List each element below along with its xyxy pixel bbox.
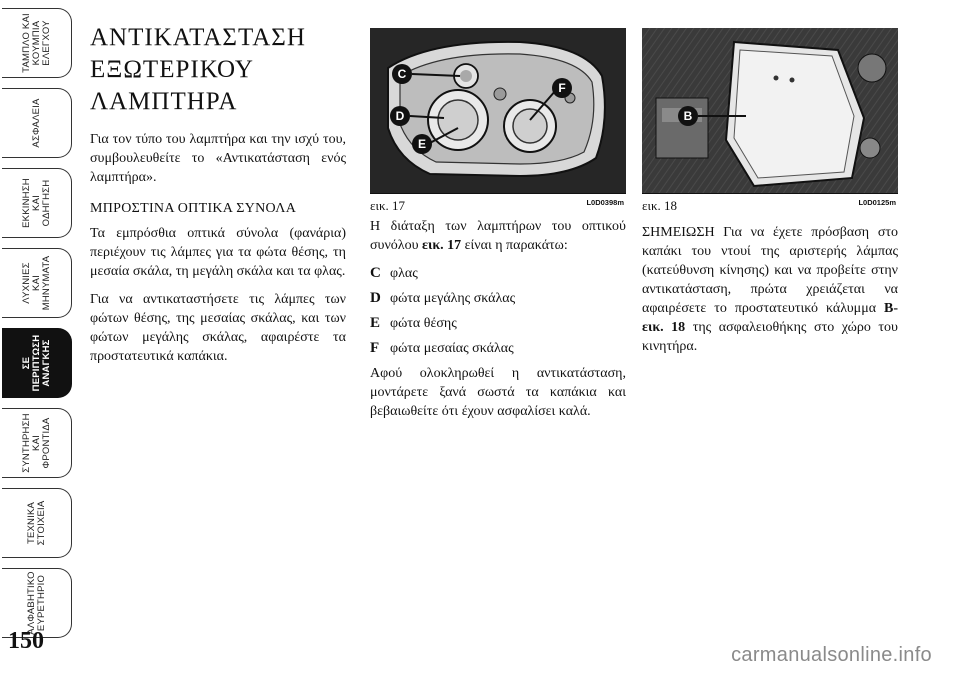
- figure-code: L0D0398m: [586, 198, 624, 207]
- marker-c: C: [392, 64, 412, 84]
- tab-label: ΑΛΦΑΒΗΤΙΚΟ ΕΥΡΕΤΗΡΙΟ: [25, 571, 47, 635]
- column-right: [642, 28, 898, 365]
- paragraph: Τα εμπρόσθια οπτικά σύνολα (φανάρια) περιέχουν τις λάμπες για τα φώτα θέσης, τη μεσαία σκάλα, τη μεγάλη σκάλα και τα φλας.: [90, 226, 346, 279]
- list-item: [370, 314, 626, 333]
- item-text: φώτα μεσαίας σκάλας: [390, 341, 514, 356]
- tab-technical-data[interactable]: [2, 488, 72, 558]
- item-text: φλας: [390, 266, 418, 281]
- text: Η διάταξη των λαμπτήρων του οπτικού συνόλου: [370, 219, 626, 253]
- title-line: ΑΝΤΙΚΑΤΑΣΤΑΣΗ: [90, 24, 306, 51]
- figure-caption-label: εικ. 18: [642, 198, 678, 213]
- figure-caption-label: εικ. 17: [370, 198, 406, 213]
- item-letter: E: [370, 315, 381, 331]
- tab-label: ΛΥΧΝΙΕΣ ΚΑΙ ΜΗΝΥΜΑΤΑ: [20, 255, 52, 311]
- marker-d: D: [390, 106, 410, 126]
- column-middle: [370, 28, 626, 430]
- marker-f: F: [552, 78, 572, 98]
- column-left: [90, 22, 346, 375]
- figure-18-engine-bay: [642, 28, 898, 193]
- figure-reference: 18: [671, 320, 686, 335]
- tab-dashboard-controls[interactable]: [2, 8, 72, 78]
- item-letter: C: [370, 265, 381, 281]
- tab-label: ΑΣΦΑΛΕΙΑ: [30, 98, 42, 148]
- note-paragraph: [642, 223, 898, 356]
- list-item: [370, 339, 626, 358]
- page-number: 150: [8, 628, 44, 654]
- tab-label: ΤΕΧΝΙΚΑ ΣΤΟΙΧΕΙΑ: [25, 500, 47, 546]
- figure-caption: [370, 193, 626, 211]
- title-line: ΕΞΩΤΕΡΙΚΟΥ: [90, 56, 254, 83]
- chapter-tabs: [0, 0, 75, 640]
- item-letter: F: [370, 340, 380, 356]
- tab-label: ΤΑΜΠΛΟ ΚΑΙ ΚΟΥΜΠΙΑ ΕΛΕΓΧΟΥ: [20, 13, 52, 73]
- tab-safety[interactable]: [2, 88, 72, 158]
- intro-paragraph: Για τον τύπο του λαμπτήρα και την ισχύ του, συμβουλευθείτε το «Αντικατάσταση ενός λαμπτήρα».: [90, 132, 346, 185]
- text: ΣΗΜΕΙΩΣΗ Για να έχετε πρόσβαση στο καπάκι του ντουί της αριστερής λάμπας (κατεύθυνση κίνησης) και να προβείτε στην αντικατάσταση, πρώτα χρειάζεται να αφαιρέσετε το προστατευτικό κάλυμμα: [642, 225, 898, 316]
- tab-label: ΣΕ ΠΕΡΙΠΤΩΣΗ ΑΝΑΓΚΗΣ: [20, 334, 52, 392]
- tab-emergency[interactable]: [2, 328, 72, 398]
- section-heading: ΜΠΡΟΣΤΙΝΑ ΟΠΤΙΚΑ ΣΥΝΟΛΑ: [90, 201, 297, 216]
- page-title: [90, 22, 346, 118]
- text: της ασφαλειοθήκης στο χώρο του κινητήρα.: [642, 320, 898, 354]
- paragraph: Για να αντικαταστήσετε τις λάμπες των φώτων θέσης, της μεσαίας σκάλας, και των φώτων μεγάλης σκάλας, αφαιρέστε τα προστατευτικά καπάκια.: [90, 292, 346, 364]
- text: είναι η παρακάτω:: [461, 238, 568, 253]
- figure-reference: B-εικ.: [642, 301, 898, 335]
- tab-maintenance[interactable]: [2, 408, 72, 478]
- tab-starting-driving[interactable]: [2, 168, 72, 238]
- figure-17-headlight: [370, 28, 626, 193]
- figure-code: L0D0125m: [858, 198, 896, 207]
- item-text: φώτα μεγάλης σκάλας: [390, 291, 516, 306]
- tab-warning-lights[interactable]: [2, 248, 72, 318]
- item-letter: D: [370, 290, 381, 306]
- figure-caption: [642, 193, 898, 211]
- list-item: [370, 264, 626, 283]
- figure-reference: εικ. 17: [422, 238, 462, 253]
- tab-label: ΕΚΚΙΝΗΣΗ ΚΑΙ ΟΔΗΓΗΣΗ: [20, 178, 52, 228]
- list-item: [370, 289, 626, 308]
- title-line: ΛΑΜΠΤΗΡΑ: [90, 88, 238, 115]
- watermark: carmanualsonline.info: [731, 644, 932, 666]
- marker-b: B: [678, 106, 698, 126]
- item-text: φώτα θέσης: [390, 316, 457, 331]
- closing-paragraph: Αφού ολοκληρωθεί η αντικατάσταση, μοντάρετε ξανά σωστά τα καπάκια και βεβαιωθείτε ότι έχουν ασφαλίσει καλά.: [370, 366, 626, 419]
- tab-label: ΣΥΝΤΗΡΗΣΗ ΚΑΙ ΦΡΟΝΤΙΔΑ: [20, 413, 52, 473]
- intro-paragraph: [370, 217, 626, 255]
- marker-e: E: [412, 134, 432, 154]
